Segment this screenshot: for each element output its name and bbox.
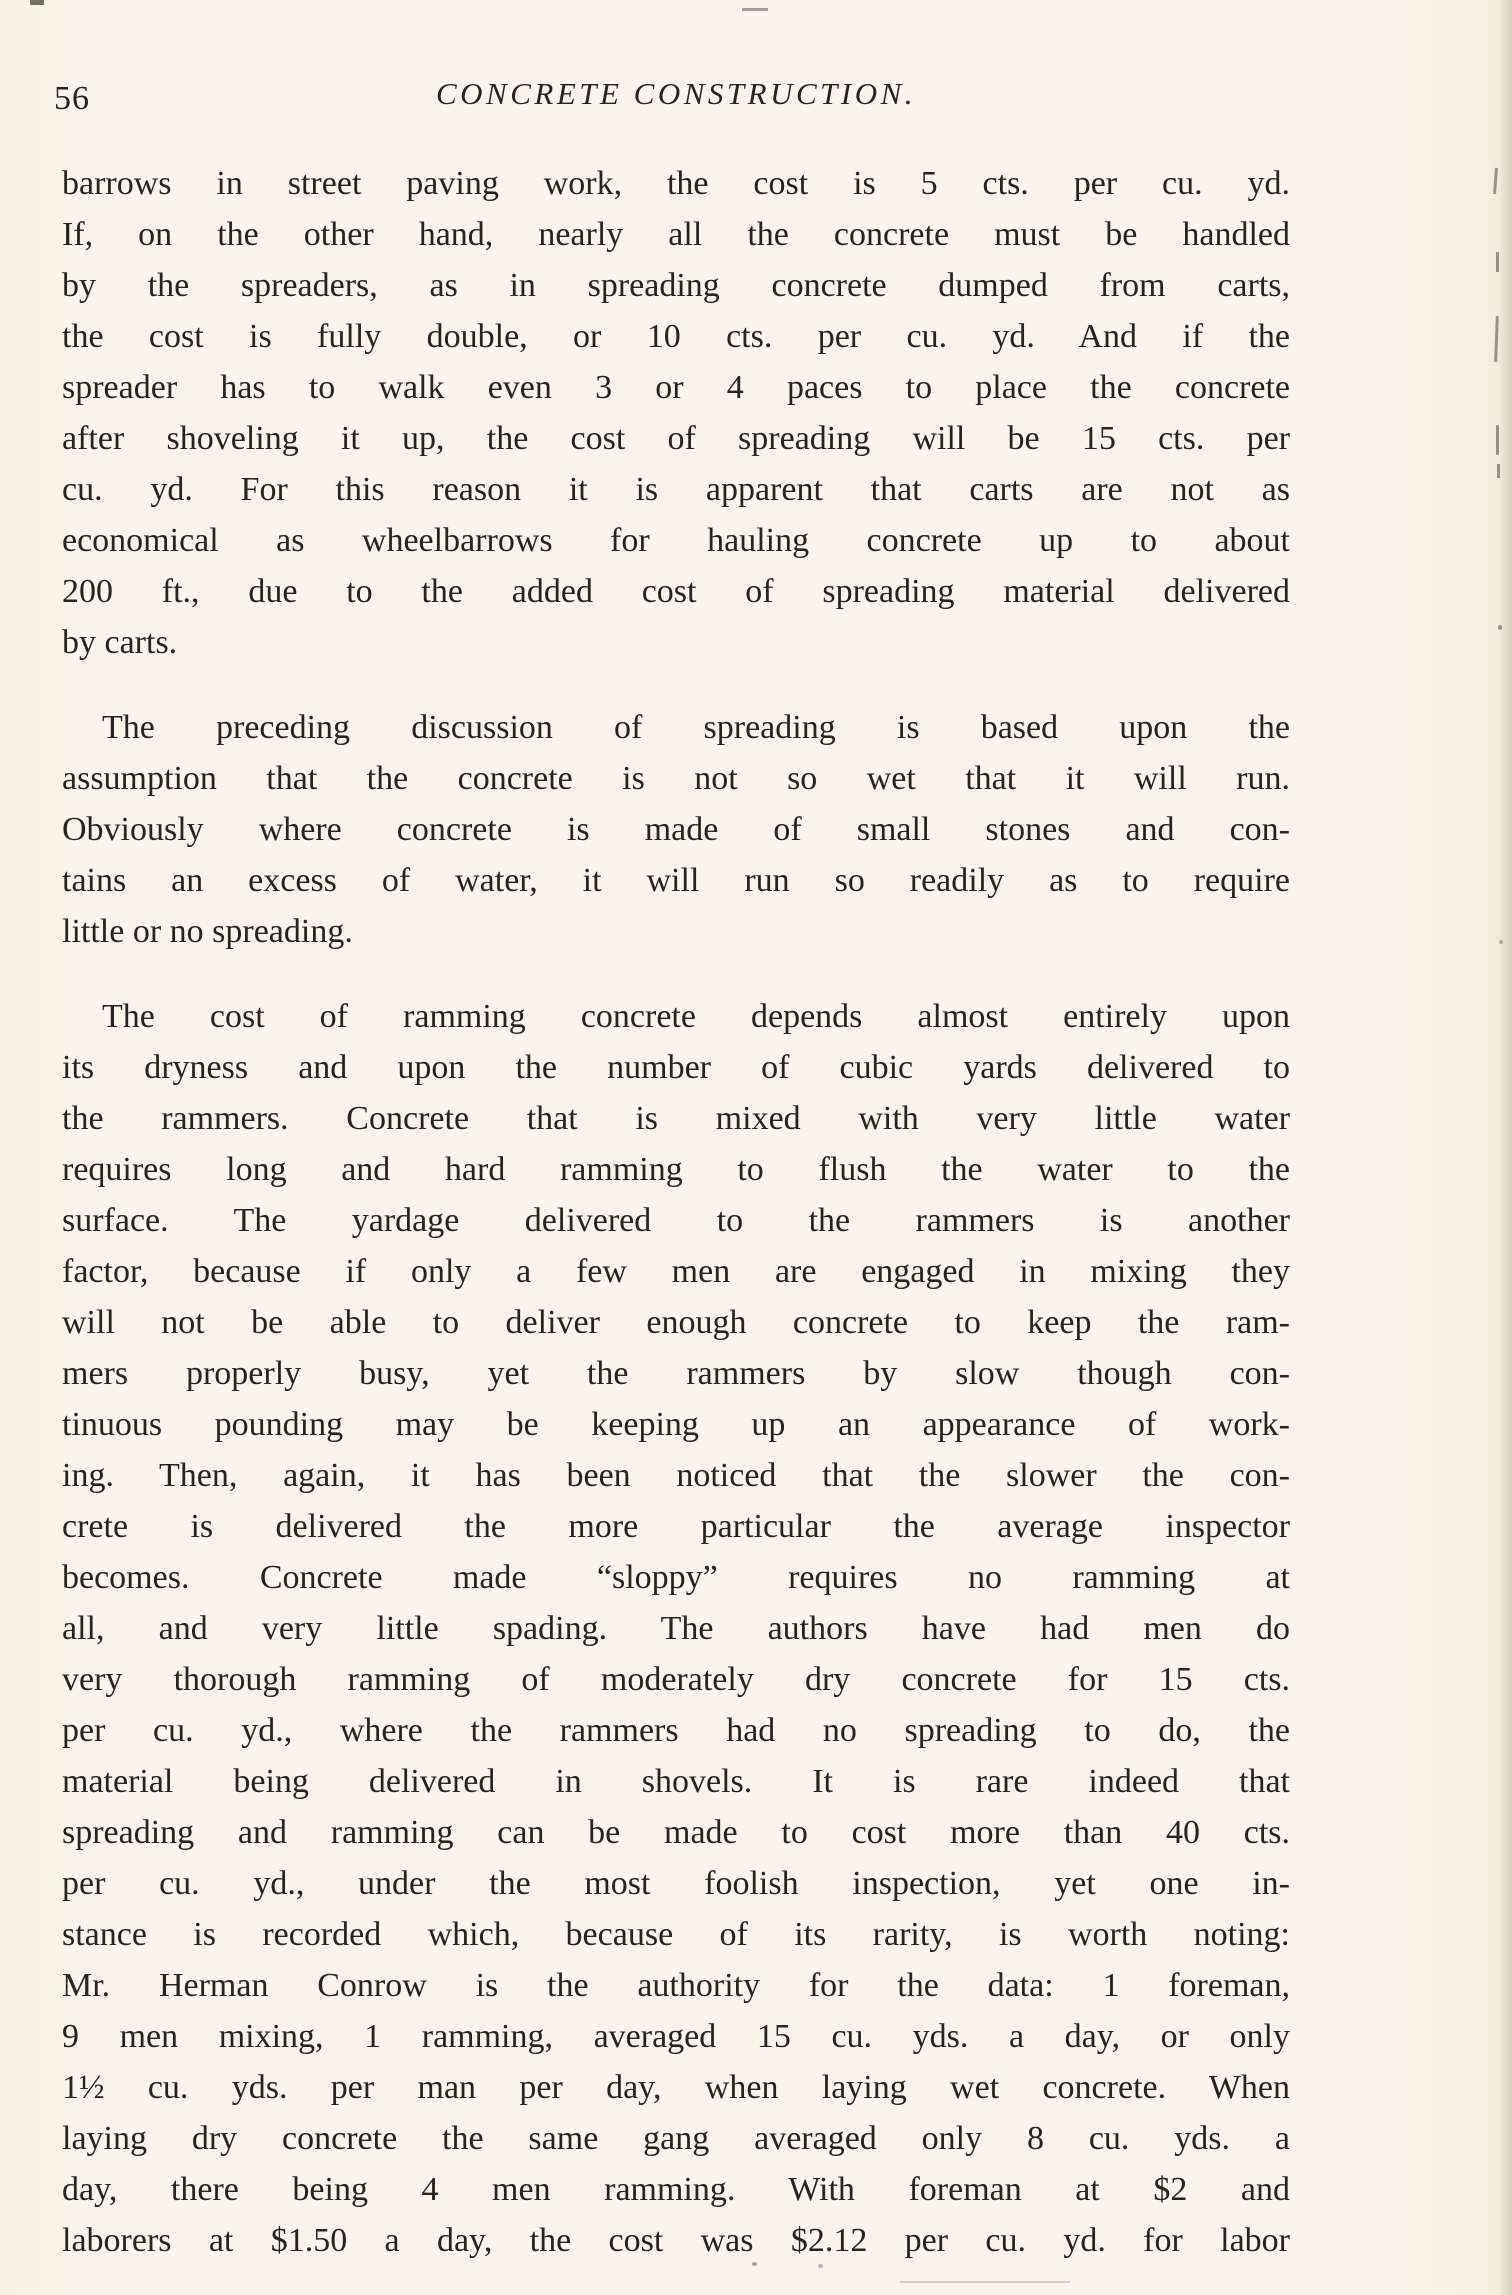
text-line: requires long and hard ramming to flush the water to the xyxy=(62,1151,1290,1188)
text-line: material being delivered in shovels. It is rare indeed that xyxy=(62,1763,1290,1800)
text-line: after shoveling it up, the cost of spreading will be 15 cts. per xyxy=(62,420,1290,457)
text-line: The preceding discussion of spreading is based upon the xyxy=(102,709,1290,746)
text-line: per cu. yd., under the most foolish inspection, yet one in- xyxy=(62,1865,1290,1902)
text-line: barrows in street paving work, the cost is 5 cts. per cu. yd. xyxy=(62,165,1290,202)
text-line: by the spreaders, as in spreading concrete dumped from carts, xyxy=(62,267,1290,304)
scan-artifact xyxy=(1497,464,1500,478)
text-line: by carts. xyxy=(62,624,178,661)
scan-artifact xyxy=(900,2281,1070,2283)
text-line: tinuous pounding may be keeping up an appearance of work- xyxy=(62,1406,1290,1443)
text-line: spreader has to walk even 3 or 4 paces to place the concrete xyxy=(62,369,1290,406)
text-line: surface. The yardage delivered to the rammers is another xyxy=(62,1202,1290,1239)
text-line: per cu. yd., where the rammers had no spreading to do, the xyxy=(62,1712,1290,1749)
text-line: laborers at $1.50 a day, the cost was $2.12 per cu. yd. for labor xyxy=(62,2222,1290,2259)
text-line: very thorough ramming of moderately dry concrete for 15 cts. xyxy=(62,1661,1290,1698)
scan-artifact xyxy=(1496,425,1499,455)
scan-artifact xyxy=(752,2262,757,2266)
page-edge-shadow xyxy=(1498,0,1512,2295)
text-line: The cost of ramming concrete depends almost entirely upon xyxy=(102,998,1290,1035)
text-line: spreading and ramming can be made to cost more than 40 cts. xyxy=(62,1814,1290,1851)
scan-artifact xyxy=(30,0,44,5)
text-line: assumption that the concrete is not so wet that it will run. xyxy=(62,760,1290,797)
text-line: stance is recorded which, because of its rarity, is worth noting: xyxy=(62,1916,1290,1953)
text-line: laying dry concrete the same gang averaged only 8 cu. yds. a xyxy=(62,2120,1290,2157)
text-line: factor, because if only a few men are engaged in mixing they xyxy=(62,1253,1290,1290)
text-line: crete is delivered the more particular the average inspector xyxy=(62,1508,1290,1545)
page-number: 56 xyxy=(54,80,90,117)
text-line: ing. Then, again, it has been noticed that the slower the con- xyxy=(62,1457,1290,1494)
text-line: mers properly busy, yet the rammers by slow though con- xyxy=(62,1355,1290,1392)
text-line: little or no spreading. xyxy=(62,913,353,950)
text-line: will not be able to deliver enough concrete to keep the ram- xyxy=(62,1304,1290,1341)
text-line: 9 men mixing, 1 ramming, averaged 15 cu. yds. a day, or only xyxy=(62,2018,1290,2055)
scan-artifact xyxy=(1499,940,1503,944)
scan-artifact xyxy=(1496,252,1499,272)
text-line: If, on the other hand, nearly all the concrete must be handled xyxy=(62,216,1290,253)
text-line: 1½ cu. yds. per man per day, when laying wet concrete. When xyxy=(62,2069,1290,2106)
text-line: Mr. Herman Conrow is the authority for the data: 1 foreman, xyxy=(62,1967,1290,2004)
text-line: the cost is fully double, or 10 cts. per cu. yd. And if the xyxy=(62,318,1290,355)
text-line: 200 ft., due to the added cost of spreading material delivered xyxy=(62,573,1290,610)
text-line: Obviously where concrete is made of small stones and con- xyxy=(62,811,1290,848)
body-text xyxy=(62,158,1290,2295)
scan-artifact xyxy=(742,8,768,11)
text-line: day, there being 4 men ramming. With foreman at $2 and xyxy=(62,2171,1290,2208)
scan-artifact xyxy=(1493,168,1498,194)
text-line: its dryness and upon the number of cubic yards delivered to xyxy=(62,1049,1290,1086)
text-line: economical as wheelbarrows for hauling concrete up to about xyxy=(62,522,1290,559)
scan-artifact xyxy=(1494,316,1499,362)
text-line: the rammers. Concrete that is mixed with very little water xyxy=(62,1100,1290,1137)
text-line: all, and very little spading. The authors have had men do xyxy=(62,1610,1290,1647)
scan-artifact xyxy=(1498,625,1502,630)
text-line: tains an excess of water, it will run so readily as to require xyxy=(62,862,1290,899)
text-line: cu. yd. For this reason it is apparent that carts are not as xyxy=(62,471,1290,508)
running-title: CONCRETE CONSTRUCTION. xyxy=(435,76,917,111)
page-header xyxy=(54,76,1290,124)
text-line: becomes. Concrete made “sloppy” requires no ramming at xyxy=(62,1559,1290,1596)
scan-artifact xyxy=(818,2264,823,2268)
